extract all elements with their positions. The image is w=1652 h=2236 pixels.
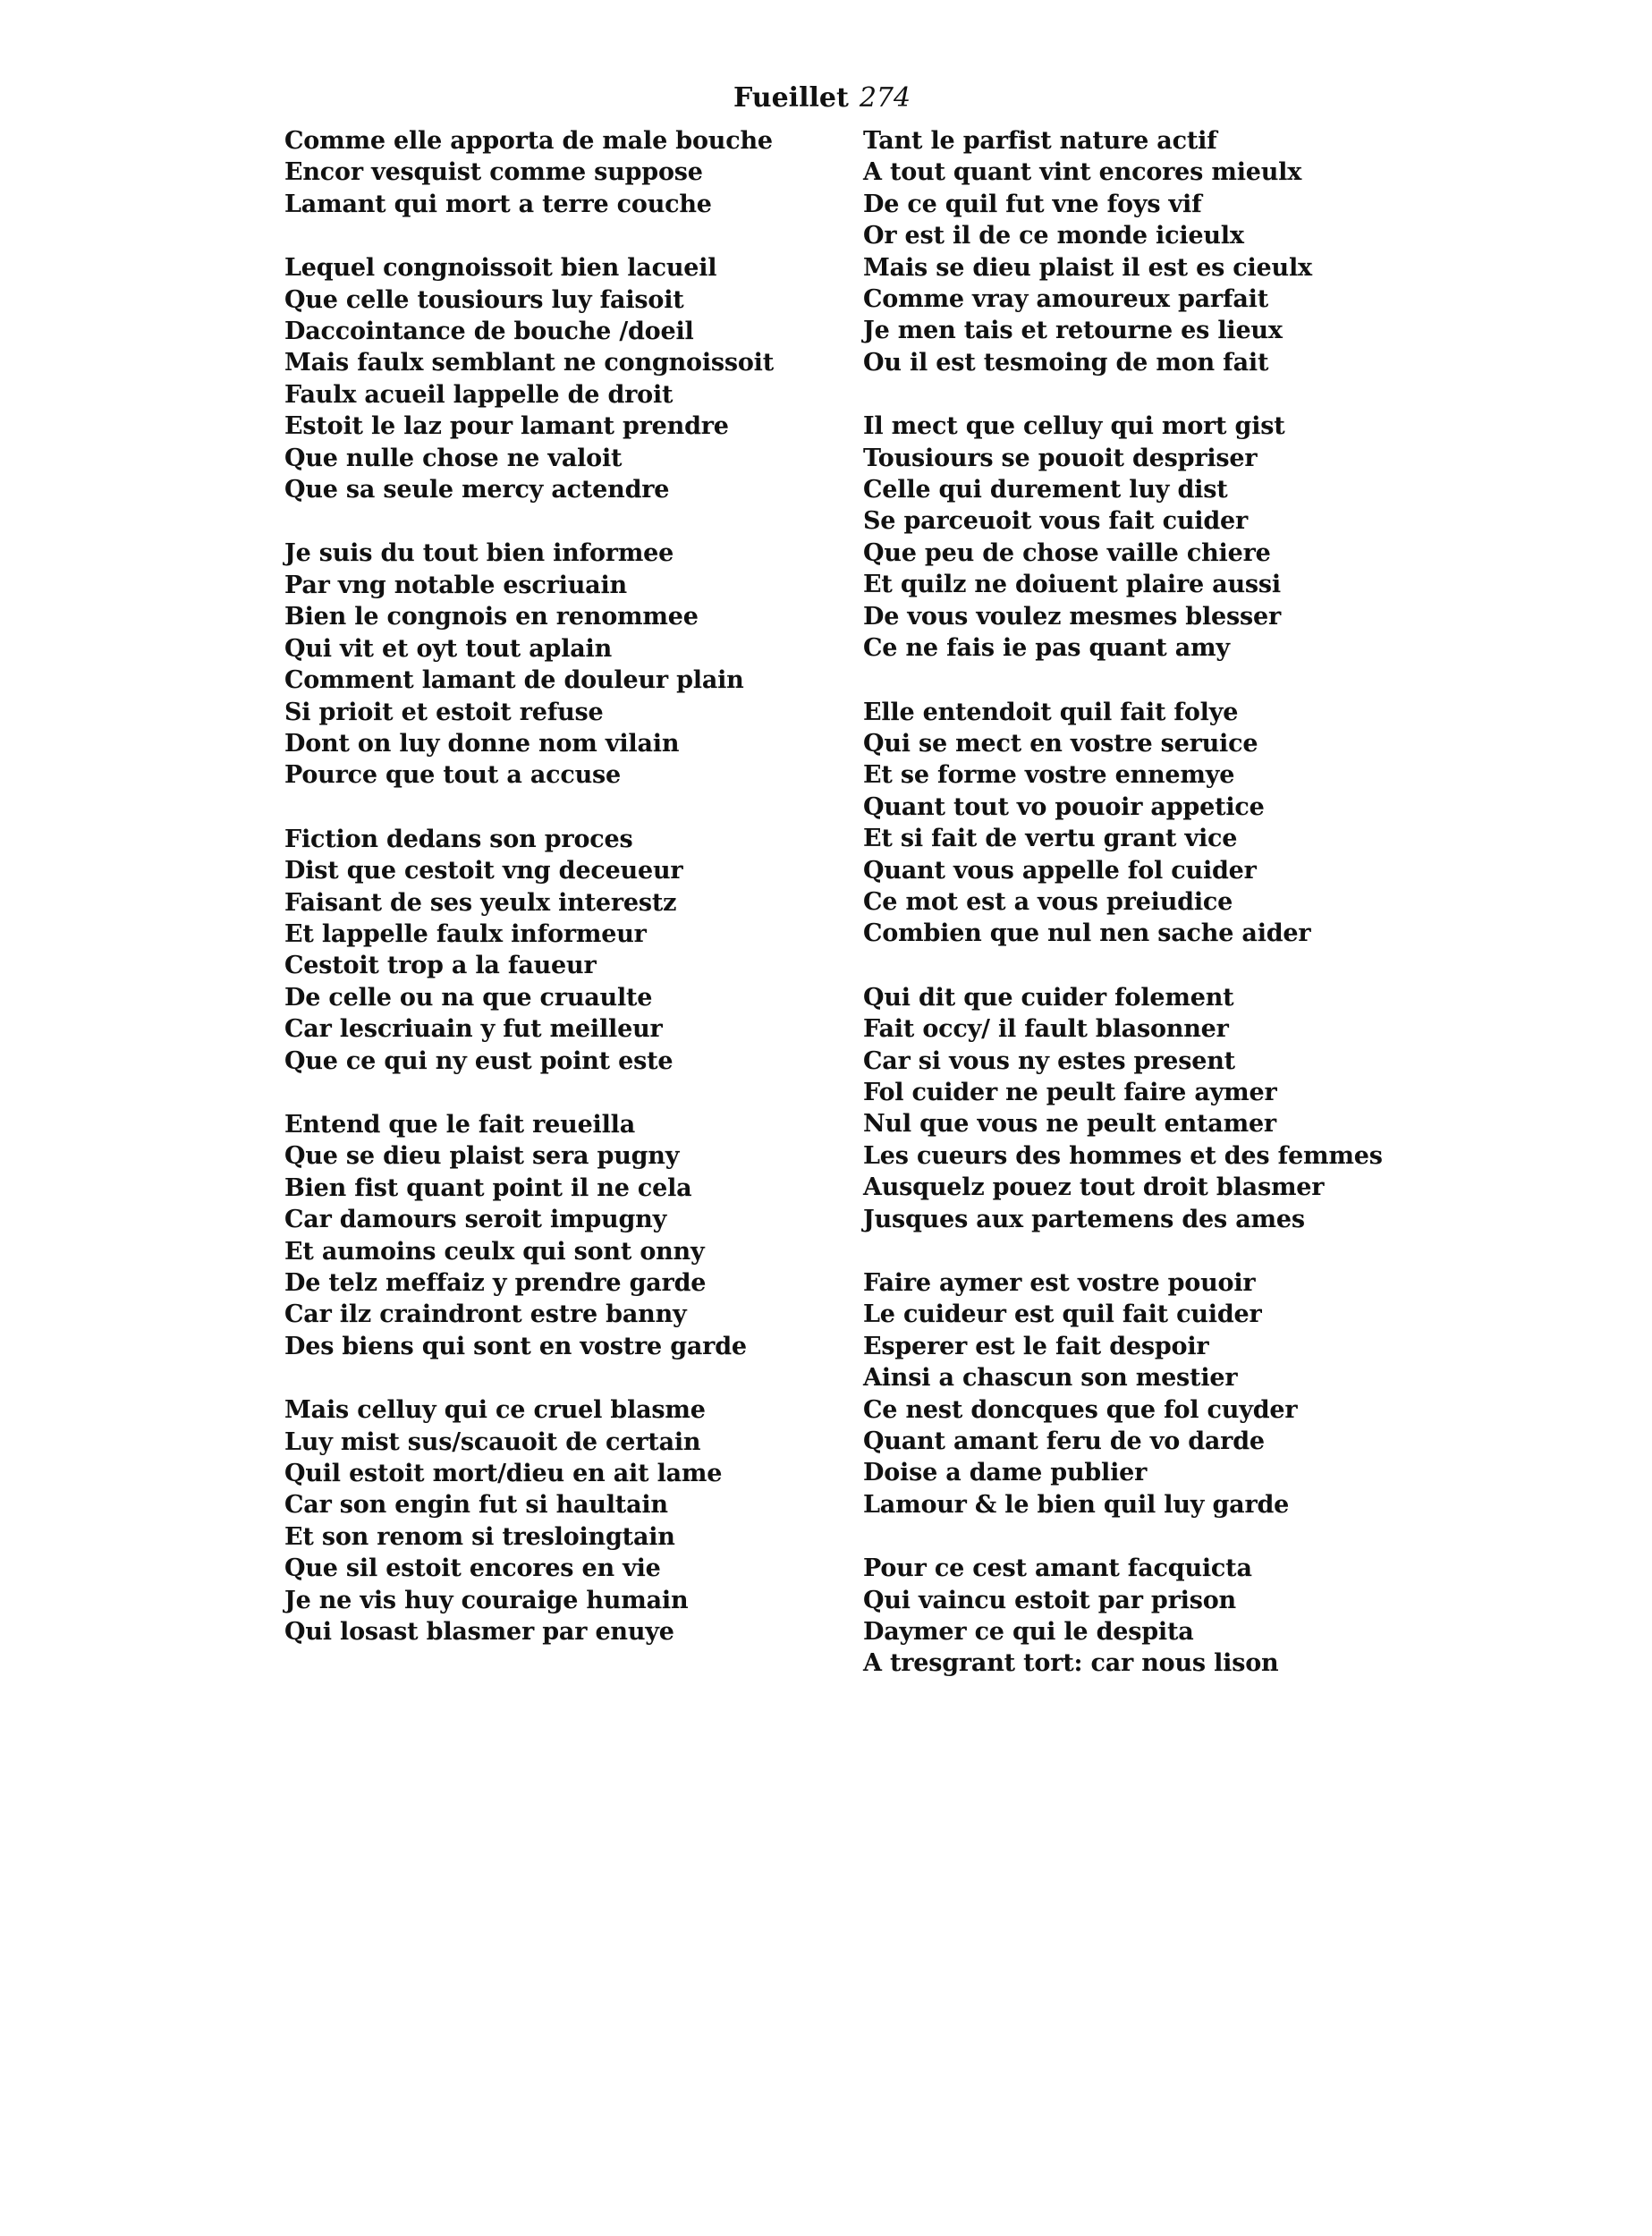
verse-line: Dont on luy donne nom vilain [284, 729, 680, 758]
right-column [863, 125, 1383, 1712]
verse-line: Ce nest doncques que fol cuyder [863, 1395, 1298, 1424]
verse-line: Esperer est le fait despoir [863, 1332, 1209, 1360]
verse-line: Quil estoit mort/dieu en ait lame [284, 1460, 723, 1488]
verse-line: A tresgrant tort: car nous lison [863, 1649, 1279, 1678]
verse-line: Que sa seule mercy actendre [284, 476, 670, 504]
verse-line: Il mect que celluy qui mort gist [863, 412, 1285, 441]
verse-line: A tout quant vint encores mieulx [863, 158, 1302, 187]
verse-line: Ou il est tesmoing de mon fait [863, 348, 1269, 377]
verse-line: Et aumoins ceulx qui sont onny [284, 1237, 705, 1266]
verse-line: Ce mot est a vous preiudice [863, 887, 1233, 916]
verse-line: Des biens qui sont en vostre garde [284, 1332, 747, 1360]
verse-line: Mais se dieu plaist il est es cieulx [863, 253, 1312, 282]
verse-line: Ce ne fais ie pas quant amy [863, 634, 1230, 663]
verse-line: Qui vaincu estoit par prison [863, 1586, 1236, 1614]
verse-line: Bien le congnois en renommee [284, 603, 699, 631]
verse-line: Car si vous ny estes present [863, 1046, 1235, 1075]
verse-line: Pour ce cest amant facquicta [863, 1554, 1252, 1583]
verse-line: Qui dit que cuider folement [863, 983, 1234, 1012]
verse-line: Qui se mect en vostre seruice [863, 729, 1258, 758]
verse-line: Combien que nul nen sache aider [863, 919, 1311, 948]
verse-line: Lequel congnoissoit bien lacueil [284, 254, 717, 283]
verse-line: Lamant qui mort a terre couche [284, 190, 712, 218]
verse-line: Mais faulx semblant ne congnoissoit [284, 349, 775, 377]
verse-line: Bien fist quant point il ne cela [284, 1173, 692, 1202]
verse-line: Je suis du tout bien informee [284, 539, 674, 568]
verse-line: Fiction dedans son proces [284, 825, 633, 853]
verse-line: Et lappelle faulx informeur [284, 919, 647, 948]
verse-line: Cestoit trop a la faueur [284, 952, 597, 980]
leaf-title: Fueillet [733, 82, 849, 114]
verse-line: Qui losast blasmer par enuye [284, 1618, 674, 1647]
verse-line: De celle ou na que cruaulte [284, 983, 653, 1012]
verse-line: Que nulle chose ne valoit [284, 444, 623, 472]
stanza [863, 697, 1364, 950]
stanza [863, 1267, 1364, 1520]
verse-line: Tant le parfist nature actif [863, 127, 1217, 155]
verse-line: Car son engin fut si haultain [284, 1491, 668, 1520]
stanza [863, 982, 1383, 1235]
verse-line: Comme elle apporta de male bouche [284, 127, 773, 155]
verse-line: Et quilz ne doiuent plaire aussi [863, 571, 1281, 599]
verse-line: Daymer ce qui le despita [863, 1618, 1194, 1647]
verse-line: Estoit le laz pour lamant prendre [284, 412, 729, 441]
verse-line: Daccointance de bouche /doeil [284, 318, 694, 346]
stanza [863, 411, 1364, 664]
verse-line: Pource que tout a accuse [284, 761, 622, 790]
verse-line: Et si fait de vertu grant vice [863, 825, 1238, 853]
verse-line: Faisant de ses yeulx interestz [284, 888, 677, 917]
stanza [284, 252, 785, 505]
verse-line: Ainsi a chascun son mestier [863, 1364, 1238, 1393]
verse-line: Lamour & le bien quil luy garde [863, 1490, 1290, 1519]
verse-line: Le cuideur est quil fait cuider [863, 1300, 1262, 1329]
verse-line: De telz meffaiz y prendre garde [284, 1269, 707, 1297]
verse-line: De ce quil fut vne foys vif [863, 190, 1202, 218]
verse-line: Que celle tousiours luy faisoit [284, 285, 684, 314]
verse-line: Nul que vous ne peult entamer [863, 1110, 1276, 1139]
verse-line: Faire aymer est vostre pouoir [863, 1269, 1256, 1297]
verse-line: Si prioit et estoit refuse [284, 698, 604, 726]
verse-line: Or est il de ce monde icieulx [863, 222, 1244, 250]
verse-line: Doise a dame publier [863, 1459, 1148, 1487]
verse-line: De vous voulez mesmes blesser [863, 602, 1282, 631]
verse-line: Qui vit et oyt tout aplain [284, 634, 613, 663]
left-column [284, 125, 785, 1680]
verse-line: Se parceuoit vous fait cuider [863, 507, 1249, 536]
stanza [284, 1109, 785, 1362]
verse-line: Que ce qui ny eust point este [284, 1046, 674, 1075]
stanza [284, 1394, 785, 1647]
verse-line: Jusques aux partemens des ames [863, 1205, 1305, 1233]
verse-line: Encor vesquist comme suppose [284, 158, 703, 187]
verse-line: Comment lamant de douleur plain [284, 666, 744, 695]
verse-line: Mais celluy qui ce cruel blasme [284, 1396, 706, 1425]
verse-line: Je ne vis huy couraige humain [284, 1586, 689, 1614]
verse-line: Par vng notable escriuain [284, 571, 627, 599]
verse-line: Fait occy/ il fault blasonner [863, 1015, 1229, 1044]
verse-line: Et se forme vostre ennemye [863, 761, 1235, 790]
verse-line: Ausquelz pouez tout droit blasmer [863, 1173, 1325, 1202]
verse-line: Car lescriuain y fut meilleur [284, 1015, 663, 1044]
stanza [863, 125, 1364, 378]
verse-line: Que se dieu plaist sera pugny [284, 1142, 680, 1171]
verse-line: Quant amant feru de vo darde [863, 1427, 1265, 1456]
verse-line: Que peu de chose vaille chiere [863, 538, 1271, 567]
verse-line: Elle entendoit quil fait folye [863, 698, 1239, 726]
stanza [284, 538, 785, 791]
verse-line: Comme vray amoureux parfait [863, 285, 1268, 314]
verse-line: Je men tais et retourne es lieux [863, 317, 1283, 345]
verse-line: Quant vous appelle fol cuider [863, 856, 1257, 885]
leaf-number: 274 [859, 82, 911, 114]
verse-line: Les cueurs des hommes et des femmes [863, 1141, 1383, 1170]
verse-line: Luy mist sus/scauoit de certain [284, 1427, 701, 1456]
page-header [733, 82, 911, 114]
verse-line: Tousiours se pouoit despriser [863, 444, 1258, 472]
verse-line: Fol cuider ne peult faire aymer [863, 1078, 1277, 1106]
verse-line: Quant tout vo pouoir appetice [863, 792, 1265, 821]
stanza [284, 824, 785, 1077]
verse-line: Que sil estoit encores en vie [284, 1554, 661, 1583]
verse-line: Celle qui durement luy dist [863, 476, 1228, 504]
stanza [284, 125, 785, 220]
verse-line: Et son renom si tresloingtain [284, 1522, 675, 1551]
verse-line: Car damours seroit impugny [284, 1206, 667, 1234]
verse-line: Faulx acueil lappelle de droit [284, 380, 674, 409]
verse-line: Car ilz craindront estre banny [284, 1300, 687, 1329]
verse-line: Entend que le fait reueilla [284, 1110, 636, 1139]
stanza [863, 1553, 1364, 1680]
verse-line: Dist que cestoit vng deceueur [284, 857, 683, 885]
